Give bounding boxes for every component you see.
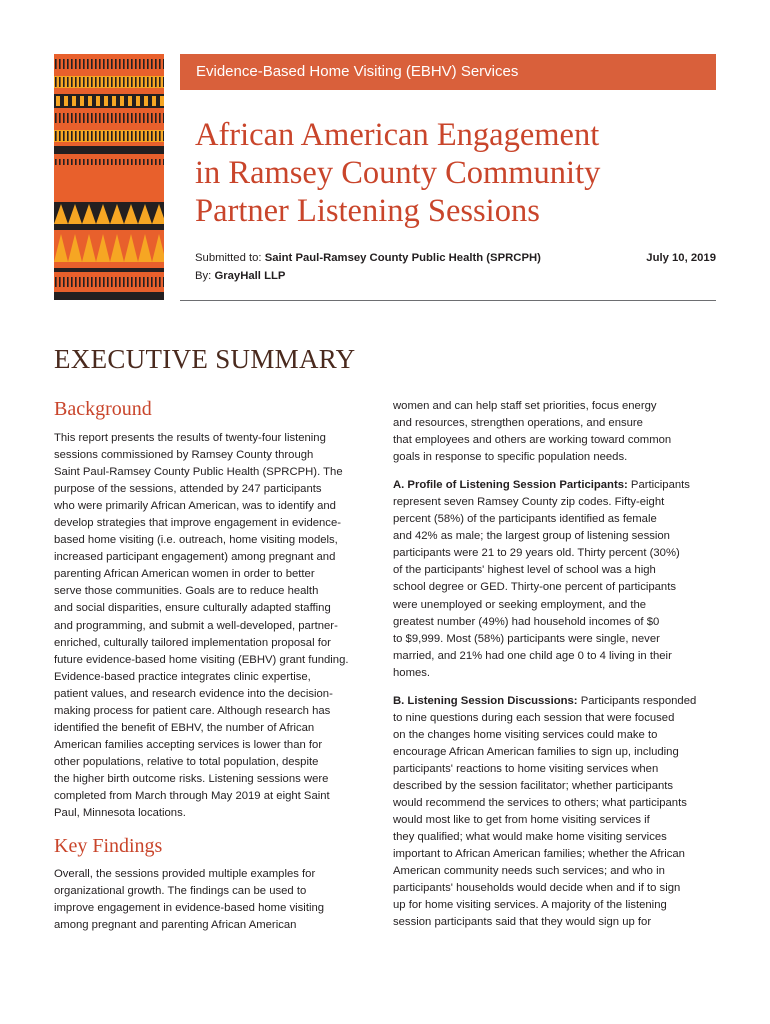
title-line: African American Engagement: [195, 117, 600, 153]
text-line: goals in response to specific population needs.: [393, 451, 628, 464]
by-label: By:: [195, 270, 212, 282]
text-line: participants' households would decide when and if to sign: [393, 882, 681, 895]
text-line: based home visiting (i.e. outreach, home visiting models,: [54, 534, 338, 547]
text-line: making process for patient care. Although research has: [54, 704, 331, 717]
text-line: and social disparities, ensure culturally adapted staffing: [54, 602, 331, 615]
text-line: Overall, the sessions provided multiple examples for: [54, 868, 316, 880]
header-divider: [180, 300, 716, 301]
title-line: in Ramsey County Community: [195, 155, 601, 191]
text-line: purpose of the sessions, attended by 247 participants: [54, 483, 322, 496]
key-findings-continued: [393, 398, 723, 466]
text-line: enriched, culturally tailored implementation proposal for: [54, 636, 331, 649]
text-line: on the changes home visiting services could make to: [393, 728, 658, 741]
text-line: who were primarily African American, was to identify and: [54, 500, 336, 513]
text-line: women and can help staff set priorities, focus energy: [393, 400, 657, 412]
text-line: American community needs such services; and who in: [393, 865, 665, 878]
text-line: other populations, relative to total population, despite: [54, 755, 319, 768]
profile-section: [393, 477, 723, 682]
text-line: participants were 21 to 29 years old. Thirty percent (30%): [393, 547, 680, 560]
text-line: Paul, Minnesota locations.: [54, 807, 186, 820]
text-line: up for home visiting services. A majority of the listening: [393, 899, 667, 912]
executive-summary-heading: EXECUTIVE SUMMARY: [54, 344, 356, 374]
author: GrayHall LLP: [214, 270, 286, 282]
text-line: married, and 21% had one child age 0 to 4 living in their: [393, 649, 672, 662]
submitted-label: Submitted to:: [195, 252, 262, 264]
text-line: greatest number (49%) had household incomes of $0: [393, 615, 660, 628]
text-line: would most like to get from home visiting services if: [393, 814, 650, 827]
text-line: and programming, and submit a well-developed, partner-: [54, 619, 338, 632]
report-date: July 10, 2019: [646, 252, 716, 264]
text-line: patient values, and research evidence into the decision-: [54, 687, 333, 700]
submission-info: [195, 249, 716, 285]
text-line: school degree or GED. Thirty-one percent of participants: [393, 581, 676, 594]
submitted-to: Saint Paul-Ramsey County Public Health (SPRCPH): [264, 252, 541, 264]
text-line: of the participants' highest level of school was a high: [393, 564, 656, 577]
text-line: encourage African American families to sign up, including: [393, 745, 679, 758]
text-line: Saint Paul-Ramsey County Public Health (SPRCPH). The: [54, 466, 343, 479]
discussion-first-line: [393, 693, 723, 710]
text-line: identified the benefit of EBHV, the number of African: [54, 721, 315, 734]
text-line: parenting African American women in order to better: [54, 568, 315, 581]
text-line: homes.: [393, 666, 431, 679]
right-column-text: [393, 398, 723, 931]
profile-label: A. Profile of Listening Session Participants:: [393, 479, 628, 492]
text-line: session participants said that they would sign up for: [393, 916, 652, 929]
text-line: completed from March through May 2019 at eight Saint: [54, 789, 330, 802]
text-line: develop strategies that improve engagement in evidence-: [54, 517, 341, 530]
text-line: among pregnant and parenting African American: [54, 919, 297, 932]
profile-line: Participants: [630, 479, 690, 492]
text-line: to $9,999. Most (58%) participants were single, never: [393, 632, 660, 645]
banner-title: Evidence-Based Home Visiting (EBHV) Services: [196, 63, 519, 80]
text-line: participants' reactions to home visiting services when: [393, 762, 659, 775]
text-line: sessions commissioned by Ramsey County through: [54, 449, 314, 462]
text-line: described by the session facilitator; whether participants: [393, 779, 674, 792]
kente-pattern-graphic: [54, 54, 164, 300]
title-line: Partner Listening Sessions: [195, 193, 540, 229]
text-line: would recommend the services to others; what participants: [393, 797, 687, 810]
header-banner: [180, 54, 716, 90]
text-line: This report presents the results of twenty-four listening: [54, 432, 326, 444]
key-findings-text: [54, 866, 384, 934]
profile-first-line: [393, 477, 723, 494]
text-line: American families accepting services is lower than for: [54, 738, 323, 751]
text-line: serve those communities. Goals are to reduce health: [54, 585, 319, 598]
text-line: and resources, strengthen operations, and ensure: [393, 417, 643, 430]
text-line: represent seven Ramsey County zip codes. Fifty-eight: [393, 496, 665, 509]
discussion-label: B. Listening Session Discussions:: [393, 694, 578, 707]
background-text: [54, 430, 384, 822]
text-line: were unemployed or seeking employment, and the: [393, 598, 647, 611]
text-line: improve engagement in evidence-based home visiting: [54, 902, 325, 915]
text-line: future evidence-based home visiting (EBHV) grant funding.: [54, 653, 349, 666]
text-line: they qualified; what would make home visiting services: [393, 831, 667, 844]
text-line: percent (58%) of the participants identified as female: [393, 513, 657, 526]
text-line: the higher birth outcome risks. Listening sessions were: [54, 772, 329, 785]
text-line: and 42% as male; the largest group of listening session: [393, 530, 670, 543]
discussion-section: [393, 693, 723, 932]
text-line: to nine questions during each session that were focused: [393, 711, 675, 724]
key-findings-heading: Key Findings: [54, 835, 163, 857]
text-line: that employees and others are working toward common: [393, 434, 672, 447]
document-title: [195, 116, 715, 230]
text-line: organizational growth. The findings can be used to: [54, 885, 307, 898]
text-line: Evidence-based practice integrates clinic expertise,: [54, 670, 311, 683]
text-line: increased participant engagement) among pregnant and: [54, 551, 336, 564]
background-heading: Background: [54, 398, 152, 420]
text-line: important to African American families; whether the African: [393, 848, 685, 861]
discussion-line: Participants responded: [580, 694, 697, 707]
